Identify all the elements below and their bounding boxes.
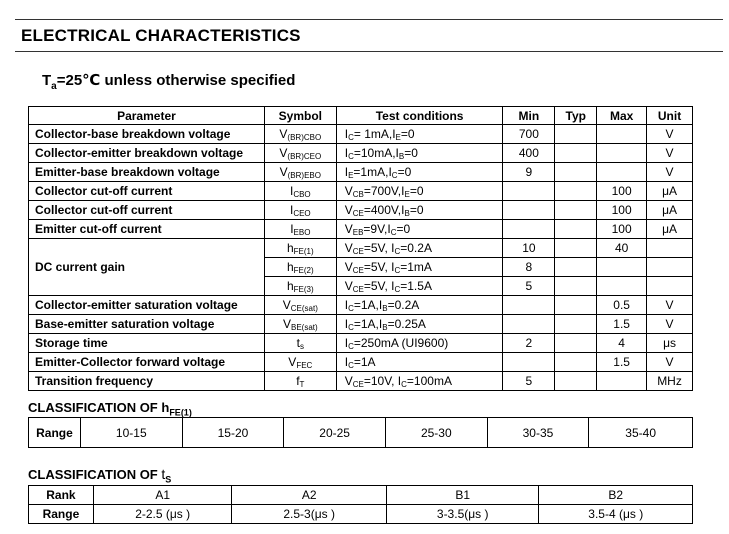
ts-rank-value: A2 <box>232 486 387 505</box>
condition-text: =0.2A <box>400 240 432 255</box>
condition-text: I <box>344 164 349 179</box>
hfe-range-value: 30-35 <box>487 418 589 448</box>
min-value <box>503 182 555 201</box>
condition-subscript: CE <box>352 379 364 389</box>
test-condition-cell <box>336 277 503 296</box>
unit-value: μA <box>647 201 693 220</box>
symbol-text: h <box>286 240 294 255</box>
condition-subscript: C <box>348 341 354 351</box>
symbol-cell <box>264 315 336 334</box>
symbol-cell <box>264 258 336 277</box>
electrical-characteristics-table <box>28 106 693 391</box>
unit-value: V <box>647 353 693 372</box>
test-condition-cell <box>336 163 503 182</box>
test-condition-cell <box>336 258 503 277</box>
condition-subscript: C <box>348 303 354 313</box>
unit-value: μA <box>647 182 693 201</box>
test-condition-cell <box>336 201 503 220</box>
parameter-name: Collector-emitter breakdown voltage <box>29 144 265 163</box>
min-value: 2 <box>503 334 555 353</box>
hfe-range-value: 25-30 <box>385 418 487 448</box>
condition-subscript: C <box>391 170 398 180</box>
col-header: Min <box>503 107 555 125</box>
max-value <box>597 125 647 144</box>
hfe-range-value: 10-15 <box>80 418 182 448</box>
table-row <box>29 296 693 315</box>
max-value: 1.5 <box>597 315 647 334</box>
symbol-text: f <box>296 373 300 388</box>
symbol-text: I <box>289 202 294 217</box>
condition-subscript: C <box>401 379 407 389</box>
symbol-cell <box>264 353 336 372</box>
max-value: 4 <box>597 334 647 353</box>
ts-range-value: 2.5-3(μs ) <box>232 505 387 524</box>
test-condition-cell <box>336 334 503 353</box>
symbol-subscript: CBO <box>293 189 311 199</box>
unit-value <box>647 239 693 258</box>
condition-text: =1A <box>353 354 376 369</box>
typ-value <box>555 220 597 239</box>
symbol-text: h <box>286 278 294 293</box>
condition-text: V <box>344 278 353 293</box>
ts-classification-table <box>28 485 693 524</box>
unit-value: μs <box>647 334 693 353</box>
condition-subscript: B <box>382 322 388 332</box>
max-value <box>597 372 647 391</box>
parameter-name: Collector cut-off current <box>29 201 265 220</box>
ts-title-symbol: t <box>161 466 166 482</box>
condition-text: =5V, I <box>363 259 395 274</box>
condition-text: =250mA (UI9600) <box>353 335 449 350</box>
temp-symbol: T <box>42 72 52 89</box>
typ-value <box>555 182 597 201</box>
symbol-subscript: EBO <box>293 227 311 237</box>
unit-value: V <box>647 125 693 144</box>
condition-subscript: CE <box>352 265 364 275</box>
symbol-cell <box>264 296 336 315</box>
condition-text: I <box>344 354 349 369</box>
symbol-cell <box>264 182 336 201</box>
hfe-classification-table <box>28 417 693 448</box>
symbol-text: I <box>289 183 294 198</box>
typ-value <box>555 201 597 220</box>
symbol-subscript: T <box>299 379 305 389</box>
min-value: 400 <box>503 144 555 163</box>
hfe-title-text: CLASSIFICATION OF h <box>28 400 170 415</box>
symbol-cell <box>264 277 336 296</box>
col-header: Test conditions <box>336 107 503 125</box>
parameter-name: Collector cut-off current <box>29 182 265 201</box>
parameter-name: Emitter cut-off current <box>29 220 265 239</box>
symbol-subscript: FE(2) <box>293 265 314 275</box>
hfe-range-value: 35-40 <box>589 418 693 448</box>
condition-text: I <box>344 145 349 160</box>
symbol-subscript: CEO <box>293 208 311 218</box>
symbol-text: I <box>290 221 294 236</box>
max-value <box>597 144 647 163</box>
hfe-range-value: 20-25 <box>284 418 386 448</box>
condition-text: =700V,I <box>363 183 405 198</box>
condition-text: =0.2A <box>387 297 420 312</box>
symbol-subscript: FEC <box>296 360 313 370</box>
condition-subscript: C <box>348 360 354 370</box>
min-value <box>503 296 555 315</box>
symbol-text: V <box>288 354 297 369</box>
max-value: 0.5 <box>597 296 647 315</box>
condition-text: I <box>344 335 349 350</box>
condition-text: =1A,I <box>353 297 383 312</box>
symbol-subscript: BE(sat) <box>290 322 318 332</box>
parameter-name: Emitter-base breakdown voltage <box>29 163 265 182</box>
condition-text: =10mA,I <box>353 145 399 160</box>
condition-subscript: E <box>348 170 354 180</box>
ts-range-value: 3-3.5(μs ) <box>386 505 539 524</box>
typ-value <box>555 353 597 372</box>
table-row <box>29 220 693 239</box>
max-value <box>597 163 647 182</box>
typ-value <box>555 372 597 391</box>
symbol-text: V <box>282 297 291 312</box>
condition-text: =400V,I <box>363 202 405 217</box>
symbol-text: V <box>282 316 291 331</box>
condition-text: =0 <box>409 202 424 217</box>
min-value <box>503 353 555 372</box>
ts-range-value: 2-2.5 (μs ) <box>93 505 232 524</box>
symbol-cell <box>264 125 336 144</box>
parameter-name: Base-emitter saturation voltage <box>29 315 265 334</box>
ts-classification-title <box>28 466 171 485</box>
condition-text: =5V, I <box>363 240 395 255</box>
condition-text: V <box>344 202 353 217</box>
table-row <box>29 315 693 334</box>
unit-value: V <box>647 315 693 334</box>
typ-value <box>555 334 597 353</box>
typ-value <box>555 163 597 182</box>
symbol-cell <box>264 201 336 220</box>
min-value: 8 <box>503 258 555 277</box>
ts-title-subscript: S <box>165 474 172 485</box>
condition-subscript: E <box>395 132 401 142</box>
condition-subscript: B <box>398 151 405 161</box>
hfe-range-row <box>29 418 693 448</box>
typ-value <box>555 296 597 315</box>
condition-subscript: E <box>404 189 410 199</box>
col-header: Symbol <box>264 107 336 125</box>
test-condition-cell <box>336 353 503 372</box>
typ-value <box>555 239 597 258</box>
test-condition-cell <box>336 220 503 239</box>
condition-text: I <box>344 316 349 331</box>
parameter-name: Emitter-Collector forward voltage <box>29 353 265 372</box>
hfe-classification-title <box>28 400 192 418</box>
page-title: ELECTRICAL CHARACTERISTICS <box>21 26 301 45</box>
col-header: Parameter <box>29 107 265 125</box>
test-condition-cell <box>336 372 503 391</box>
table-row <box>29 144 693 163</box>
parameter-name: Collector-emitter saturation voltage <box>29 296 265 315</box>
min-value: 9 <box>503 163 555 182</box>
condition-text: V <box>344 183 353 198</box>
ts-rank-label: Rank <box>29 486 94 505</box>
symbol-text: V <box>279 164 288 179</box>
hfe-range-label: Range <box>29 418 81 448</box>
symbol-text: h <box>286 259 294 274</box>
table-row <box>29 372 693 391</box>
condition-text: =5V, I <box>363 278 395 293</box>
ts-range-value: 3.5-4 (μs ) <box>539 505 693 524</box>
symbol-subscript: (BR)CEO <box>287 151 322 161</box>
test-condition-cell <box>336 182 503 201</box>
condition-subscript: C <box>348 322 354 332</box>
parameter-name: Collector-base breakdown voltage <box>29 125 265 144</box>
min-value: 5 <box>503 277 555 296</box>
condition-text: = 1mA,I <box>353 126 396 141</box>
unit-value <box>647 258 693 277</box>
condition-text: V <box>344 240 353 255</box>
ts-rank-row <box>29 486 693 505</box>
condition-text: V <box>344 221 353 236</box>
min-value <box>503 201 555 220</box>
symbol-cell <box>264 334 336 353</box>
condition-text: I <box>344 126 349 141</box>
condition-text: =0 <box>409 183 424 198</box>
unit-value: V <box>647 296 693 315</box>
max-value <box>597 277 647 296</box>
condition-subscript: C <box>394 246 401 256</box>
condition-text: =25℃ unless otherwise specified <box>56 72 296 89</box>
hfe-range-value: 15-20 <box>182 418 284 448</box>
condition-text: =1mA <box>400 259 432 274</box>
condition-text: =100mA <box>406 373 452 388</box>
ts-range-row <box>29 505 693 524</box>
max-value: 1.5 <box>597 353 647 372</box>
max-value: 40 <box>597 239 647 258</box>
table-row <box>29 334 693 353</box>
header-bottom-rule <box>15 51 723 52</box>
symbol-subscript: CE(sat) <box>290 303 318 313</box>
table-row <box>29 182 693 201</box>
condition-text: V <box>344 373 353 388</box>
condition-text: =9V,I <box>363 221 391 236</box>
table-row <box>29 239 693 258</box>
symbol-subscript: FE(1) <box>293 246 314 256</box>
typ-value <box>555 125 597 144</box>
test-condition-note <box>42 71 295 92</box>
typ-value <box>555 258 597 277</box>
col-header: Unit <box>647 107 693 125</box>
condition-subscript: B <box>382 303 388 313</box>
condition-text: =0 <box>404 145 418 160</box>
condition-subscript: C <box>394 284 401 294</box>
max-value <box>597 258 647 277</box>
ts-title-text: CLASSIFICATION OF <box>28 467 162 482</box>
symbol-cell <box>264 163 336 182</box>
test-condition-cell <box>336 144 503 163</box>
symbol-text: t <box>296 335 300 350</box>
ts-rank-value: B1 <box>386 486 539 505</box>
test-condition-cell <box>336 296 503 315</box>
min-value: 5 <box>503 372 555 391</box>
typ-value <box>555 144 597 163</box>
table-header-row <box>29 107 693 125</box>
unit-value: μA <box>647 220 693 239</box>
condition-subscript: C <box>390 227 397 237</box>
condition-text: =0.25A <box>387 316 426 331</box>
condition-text: =1mA,I <box>353 164 392 179</box>
condition-text: =0 <box>397 164 412 179</box>
header-top-rule <box>15 19 723 20</box>
condition-subscript: C <box>348 132 354 142</box>
condition-subscript: C <box>394 265 401 275</box>
hfe-title-subscript: FE(1) <box>169 407 192 418</box>
symbol-cell <box>264 239 336 258</box>
symbol-text: V <box>279 145 288 160</box>
condition-subscript: C <box>348 151 354 161</box>
parameter-name: DC current gain <box>29 239 265 296</box>
typ-value <box>555 277 597 296</box>
col-header: Max <box>597 107 647 125</box>
max-value: 100 <box>597 182 647 201</box>
ts-rank-value: A1 <box>93 486 232 505</box>
test-condition-cell <box>336 239 503 258</box>
condition-text: =1.5A <box>400 278 432 293</box>
max-value: 100 <box>597 220 647 239</box>
condition-subscript: CB <box>352 189 364 199</box>
condition-text: =0 <box>396 221 411 236</box>
condition-text: =10V, I <box>363 373 402 388</box>
min-value <box>503 220 555 239</box>
parameter-name: Storage time <box>29 334 265 353</box>
table-row <box>29 125 693 144</box>
min-value: 10 <box>503 239 555 258</box>
min-value: 700 <box>503 125 555 144</box>
temp-subscript: a <box>51 81 57 92</box>
table-row <box>29 163 693 182</box>
typ-value <box>555 315 597 334</box>
condition-text: =1A,I <box>353 316 383 331</box>
symbol-text: V <box>279 126 288 141</box>
unit-value <box>647 277 693 296</box>
condition-text: =0 <box>400 126 415 141</box>
ts-range-label: Range <box>29 505 94 524</box>
symbol-cell <box>264 372 336 391</box>
table-row <box>29 353 693 372</box>
symbol-subscript: s <box>299 341 304 351</box>
test-condition-cell <box>336 315 503 334</box>
condition-subscript: CE <box>352 284 364 294</box>
min-value <box>503 315 555 334</box>
test-condition-cell <box>336 125 503 144</box>
parameter-name: Transition frequency <box>29 372 265 391</box>
unit-value: MHz <box>647 372 693 391</box>
symbol-cell <box>264 144 336 163</box>
condition-subscript: CE <box>352 208 364 218</box>
unit-value: V <box>647 163 693 182</box>
condition-subscript: CE <box>352 246 364 256</box>
condition-text: I <box>344 297 349 312</box>
ts-rank-value: B2 <box>539 486 693 505</box>
symbol-subscript: (BR)EBO <box>287 170 321 180</box>
condition-subscript: EB <box>352 227 364 237</box>
symbol-cell <box>264 220 336 239</box>
symbol-subscript: FE(3) <box>293 284 314 294</box>
col-header: Typ <box>555 107 597 125</box>
symbol-subscript: (BR)CBO <box>287 132 322 142</box>
unit-value: V <box>647 144 693 163</box>
max-value: 100 <box>597 201 647 220</box>
condition-subscript: B <box>404 208 410 218</box>
condition-text: V <box>344 259 353 274</box>
table-row <box>29 201 693 220</box>
